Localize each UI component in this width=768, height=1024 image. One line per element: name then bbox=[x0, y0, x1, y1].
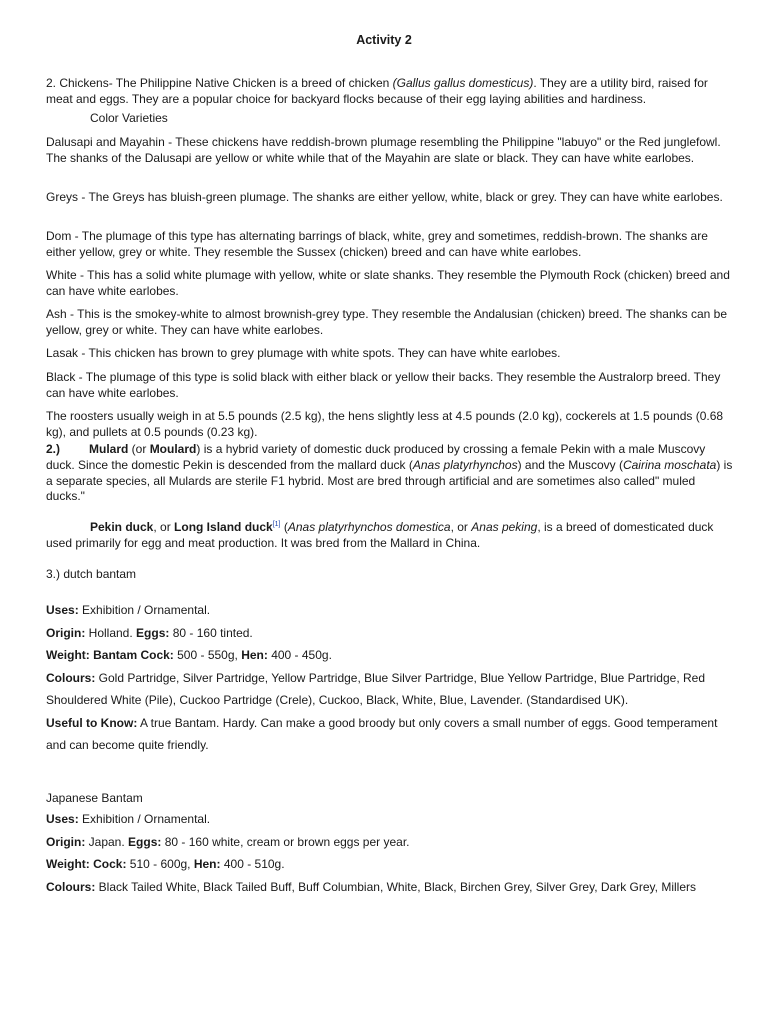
weight-cock-value: 510 - 600g, bbox=[126, 857, 194, 871]
eggs-label: Eggs: bbox=[136, 625, 170, 640]
japanese-bantam-details bbox=[46, 808, 736, 898]
mulard-name: Mulard bbox=[89, 442, 129, 456]
pekin-duck-name: Pekin duck bbox=[90, 520, 154, 534]
mulard-text-2: ) and the Muscovy ( bbox=[517, 457, 623, 472]
pekin-scientific-name: Anas platyrhynchos domestica bbox=[287, 520, 451, 534]
chickens-intro-text: 2. Chickens- The Philippine Native Chicken is a breed of chicken bbox=[46, 76, 393, 90]
uses-label: Uses: bbox=[46, 812, 79, 826]
colours-value: Gold Partridge, Silver Partridge, Yellow Partridge, Blue Silver Partridge, Blue Yellow Partridge, Blue Partridge, Red Shouldered White (Pile), Cuckoo Partridge (Crele), Cuckoo, Black, White, Blue, Lavender. (Standardised UK). bbox=[46, 670, 705, 707]
japanese-uses bbox=[46, 808, 736, 831]
mulard-paragraph bbox=[46, 442, 736, 505]
variety-lasak: Lasak - This chicken has brown to grey plumage with white spots. They can have white earlobes. bbox=[46, 346, 561, 360]
useful-value: A true Bantam. Hardy. Can make a good broody but only covers a small number of eggs. Good temperament and can become quite friendly. bbox=[46, 715, 718, 752]
origin-label: Origin: bbox=[46, 834, 86, 849]
pekin-separator-2: , or bbox=[450, 520, 472, 534]
origin-label: Origin: bbox=[46, 625, 86, 640]
colours-label: Colours: bbox=[46, 879, 96, 894]
chickens-intro bbox=[46, 76, 736, 108]
pekin-alt-scientific-name: Anas peking bbox=[471, 520, 538, 534]
mulard-text-1: ) is a hybrid variety of domestic duck produced by crossing a female Pekin with a male Muscovy duck. Since the domestic Pekin is descended from the mallard duck ( bbox=[46, 442, 706, 472]
japanese-colours bbox=[46, 876, 736, 899]
eggs-value: 80 - 160 tinted. bbox=[169, 625, 253, 640]
mulard-number: 2.) bbox=[46, 442, 61, 456]
variety-dalusapi: Dalusapi and Mayahin - These chickens have reddish-brown plumage resembling the Philippine "labuyo" or the Red junglefowl. The shanks of the Dalusapi are yellow or white while that of the Mayahin are slate or black. They can have white earlobes. bbox=[46, 135, 721, 165]
dutch-bantam-details bbox=[46, 599, 736, 757]
japanese-weight bbox=[46, 853, 736, 876]
variety-greys: Greys - The Greys has bluish-green plumage. The shanks are either yellow, white, black or grey. They can have white earlobes. bbox=[46, 190, 723, 204]
colours-value: Black Tailed White, Black Tailed Buff, Buff Columbian, White, Black, Birchen Grey, Silver Grey, Dark Grey, Millers bbox=[95, 879, 696, 894]
hen-label: Hen: bbox=[193, 857, 221, 871]
chickens-scientific-name: (Gallus gallus domesticus) bbox=[392, 76, 534, 90]
eggs-label: Eggs: bbox=[128, 834, 162, 849]
variety-black: Black - The plumage of this type is solid black with either black or yellow their backs. They resemble the Australorp breed. They can have white earlobes. bbox=[46, 370, 721, 400]
japanese-bantam-heading: Japanese Bantam bbox=[46, 791, 143, 805]
chickens-intro-text-2: . They are a utility bird, raised for meat and eggs. They are a popular choice for backyard flocks because of their egg laying abilities and hardiness. bbox=[46, 76, 708, 106]
uses-label: Uses: bbox=[46, 603, 79, 617]
variety-white: White - This has a solid white plumage with yellow, white or slate shanks. They resemble the Plymouth Rock (chicken) breed and can have white earlobes. bbox=[46, 268, 730, 298]
variety-dom: Dom - The plumage of this type has alternating barrings of black, white, grey and sometimes, reddish-brown. The shanks are either yellow, grey or white. They resemble the Sussex (chicken) breed and can have white earlobes. bbox=[46, 229, 708, 259]
weight-label: Weight: Bantam Cock: bbox=[46, 648, 174, 662]
color-varieties-heading: Color Varieties bbox=[90, 111, 168, 125]
colours-label: Colours: bbox=[46, 670, 96, 685]
dutch-uses bbox=[46, 599, 736, 622]
dutch-useful bbox=[46, 712, 736, 757]
dutch-colours bbox=[46, 667, 736, 712]
pekin-text-1: ( bbox=[280, 520, 288, 534]
mulard-text-3: ) is a separate species, all Mulards are sterile F1 hybrid. Most are bred through artificial and are sometimes also called" muled ducks." bbox=[46, 457, 733, 504]
pekin-separator: , or bbox=[153, 520, 175, 534]
mulard-or: (or bbox=[128, 442, 150, 456]
moulard-name: Moulard bbox=[149, 442, 197, 456]
weight-hen-value: 400 - 450g. bbox=[267, 648, 332, 662]
uses-value: Exhibition / Ornamental. bbox=[78, 603, 211, 617]
origin-value: Holland. bbox=[85, 625, 137, 640]
pekin-text-2: , is a breed of domesticated duck used primarily for egg and meat production. It was bred from the Mallard in China. bbox=[46, 520, 714, 550]
weight-label: Weight: Cock: bbox=[46, 857, 127, 871]
origin-value: Japan. bbox=[85, 834, 129, 849]
useful-label: Useful to Know: bbox=[46, 715, 138, 730]
dutch-weight bbox=[46, 644, 736, 667]
weight-cock-value: 500 - 550g, bbox=[173, 648, 242, 662]
muscovy-scientific-name: Cairina moschata bbox=[622, 457, 717, 472]
eggs-value: 80 - 160 white, cream or brown eggs per year. bbox=[161, 834, 410, 849]
japanese-origin bbox=[46, 831, 736, 854]
mallard-scientific-name: Anas platyrhynchos bbox=[412, 457, 518, 472]
page-title: Activity 2 bbox=[356, 33, 412, 47]
pekin-paragraph bbox=[46, 520, 736, 552]
dutch-bantam-heading: 3.) dutch bantam bbox=[46, 567, 137, 581]
hen-label: Hen: bbox=[241, 648, 268, 662]
variety-ash: Ash - This is the smokey-white to almost brownish-grey type. They resemble the Andalusian (chicken) breed. The shanks can be yellow, grey or white. They can have white earlobes. bbox=[46, 307, 727, 337]
long-island-duck-name: Long Island duck bbox=[174, 520, 273, 534]
weight-hen-value: 400 - 510g. bbox=[220, 857, 285, 871]
uses-value: Exhibition / Ornamental. bbox=[78, 812, 211, 826]
reference-link[interactable]: [1] bbox=[272, 521, 281, 528]
dutch-origin bbox=[46, 622, 736, 645]
roosters-weight: The roosters usually weigh in at 5.5 pounds (2.5 kg), the hens slightly less at 4.5 pounds (2.0 kg), cockerels at 1.5 pounds (0.68 kg), and pullets at 0.5 pounds (0.23 kg). bbox=[46, 409, 724, 439]
